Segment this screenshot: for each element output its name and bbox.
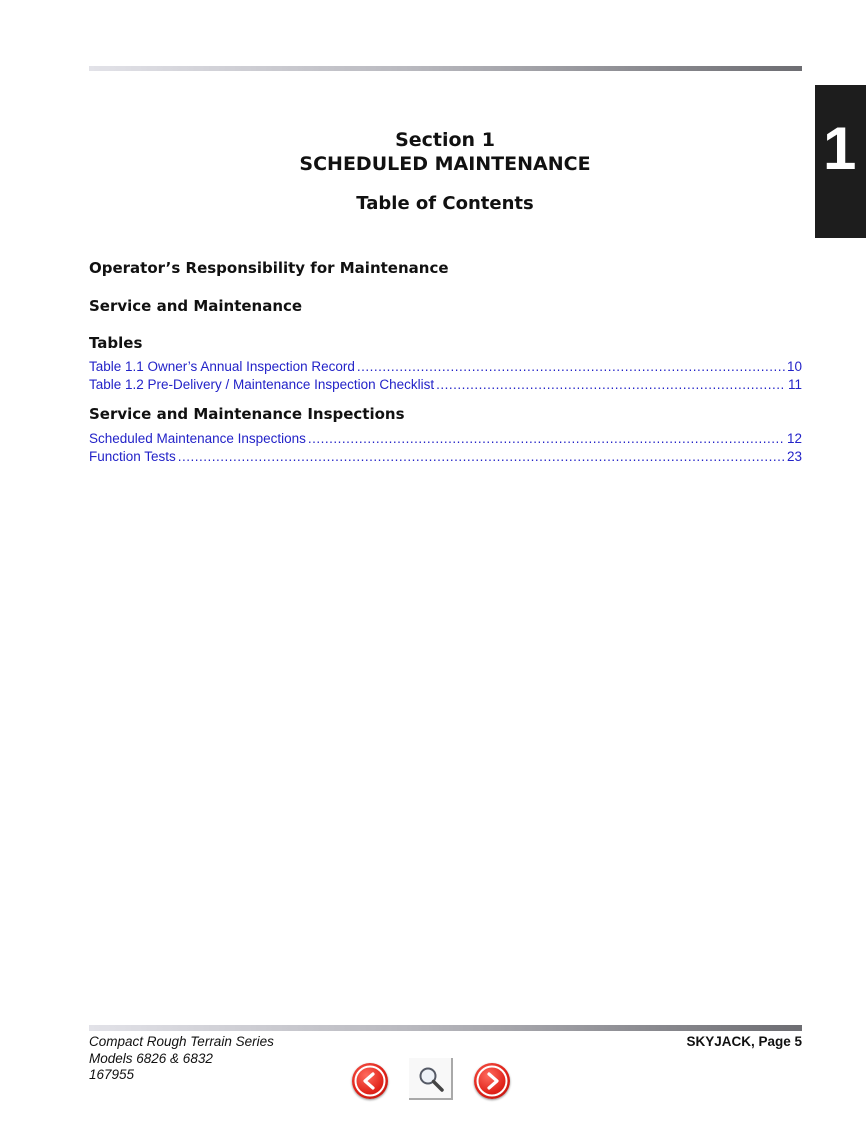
- heading-service-and-maintenance: Service and Maintenance: [89, 297, 303, 315]
- toc-link-table-1-1[interactable]: [89, 358, 802, 376]
- toc-page-number: 10: [786, 359, 802, 374]
- magnifier-icon: [417, 1065, 445, 1093]
- previous-page-button[interactable]: [352, 1063, 388, 1099]
- toc-link-scheduled-maintenance-inspections[interactable]: [89, 430, 802, 448]
- toc-link-table-1-2[interactable]: [89, 376, 802, 394]
- dot-leader: [436, 376, 786, 394]
- next-page-button[interactable]: [474, 1063, 510, 1099]
- toc-entry-label: Table 1.1 Owner’s Annual Inspection Record: [89, 359, 355, 374]
- heading-operators-responsibility: Operator’s Responsibility for Maintenance: [89, 259, 449, 277]
- dot-leader: [308, 430, 785, 448]
- previous-page-arrow-icon: [352, 1063, 388, 1099]
- toc-entry-label: Scheduled Maintenance Inspections: [89, 431, 306, 446]
- heading-tables: Tables: [89, 334, 143, 352]
- section-label: Section 1: [395, 129, 495, 151]
- footer-rule: [89, 1025, 802, 1031]
- footer-models: Models 6826 & 6832: [89, 1050, 213, 1066]
- section-tab-number: 1: [823, 115, 857, 182]
- toc-page-number: 12: [786, 431, 802, 446]
- footer-page-label: SKYJACK, Page 5: [686, 1034, 802, 1049]
- toc-entry-label: Table 1.2 Pre-Delivery / Maintenance Inspection Checklist: [89, 377, 435, 392]
- toc-page-number: 23: [786, 449, 802, 464]
- dot-leader: [178, 448, 785, 466]
- toc-title: Table of Contents: [356, 193, 534, 214]
- footer-series: Compact Rough Terrain Series: [89, 1034, 274, 1049]
- header-rule: [89, 66, 802, 71]
- search-button[interactable]: [409, 1058, 453, 1100]
- footer-product-info: [89, 1034, 274, 1084]
- dot-leader: [357, 358, 785, 376]
- section-title: SCHEDULED MAINTENANCE: [299, 153, 591, 175]
- toc-entry-label: Function Tests: [89, 449, 176, 464]
- next-page-arrow-icon: [474, 1063, 510, 1099]
- footer-doc-number: 167955: [89, 1067, 135, 1082]
- heading-service-and-maintenance-inspections: Service and Maintenance Inspections: [89, 405, 405, 423]
- toc-link-function-tests[interactable]: [89, 448, 802, 466]
- toc-page-number: 11: [787, 377, 802, 392]
